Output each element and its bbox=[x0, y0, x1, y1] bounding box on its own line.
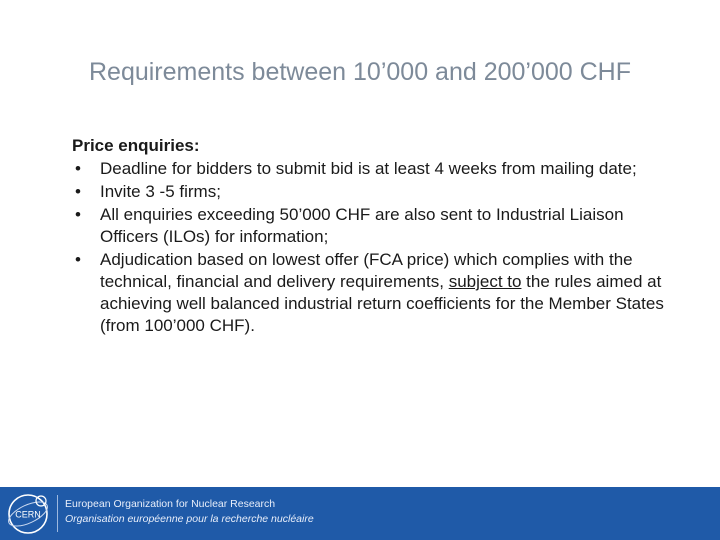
bullet-icon: • bbox=[75, 159, 81, 178]
logo-text: CERN bbox=[15, 509, 41, 520]
list-item bbox=[72, 204, 682, 248]
footer-bar bbox=[0, 487, 720, 540]
list-item bbox=[72, 249, 682, 337]
bullet-list bbox=[72, 158, 682, 337]
slide-title: Requirements between 10’000 and 200’000 CHF bbox=[88, 58, 632, 86]
bullet-text: Deadline for bidders to submit bid is at least 4 weeks from mailing date; bbox=[100, 159, 637, 178]
list-item bbox=[72, 181, 682, 203]
slide-content bbox=[72, 135, 682, 338]
list-item bbox=[72, 158, 682, 180]
section-heading: Price enquiries: bbox=[72, 136, 200, 155]
bullet-icon: • bbox=[75, 205, 81, 224]
bullet-icon: • bbox=[75, 250, 81, 269]
org-name-fr: Organisation européenne pour la recherche nucléaire bbox=[65, 513, 314, 525]
bullet-text-before: Adjudication based on lowest offer (FCA price) which complies with the technical, financial and delivery requirements, bbox=[100, 250, 633, 291]
bullet-text-after: the rules aimed at achieving well balanced industrial return coefficients for the Member States (from 100’000 CHF). bbox=[100, 272, 664, 335]
cern-logo-icon bbox=[5, 491, 51, 537]
underlined-text: subject to bbox=[448, 272, 522, 291]
footer-divider bbox=[57, 495, 58, 532]
bullet-icon: • bbox=[75, 182, 81, 201]
bullet-text: All enquiries exceeding 50’000 CHF are also sent to Industrial Liaison Officers (ILOs) for information; bbox=[100, 205, 624, 246]
org-name-en: European Organization for Nuclear Research bbox=[65, 498, 276, 510]
bullet-text: Invite 3 -5 firms; bbox=[100, 182, 221, 201]
